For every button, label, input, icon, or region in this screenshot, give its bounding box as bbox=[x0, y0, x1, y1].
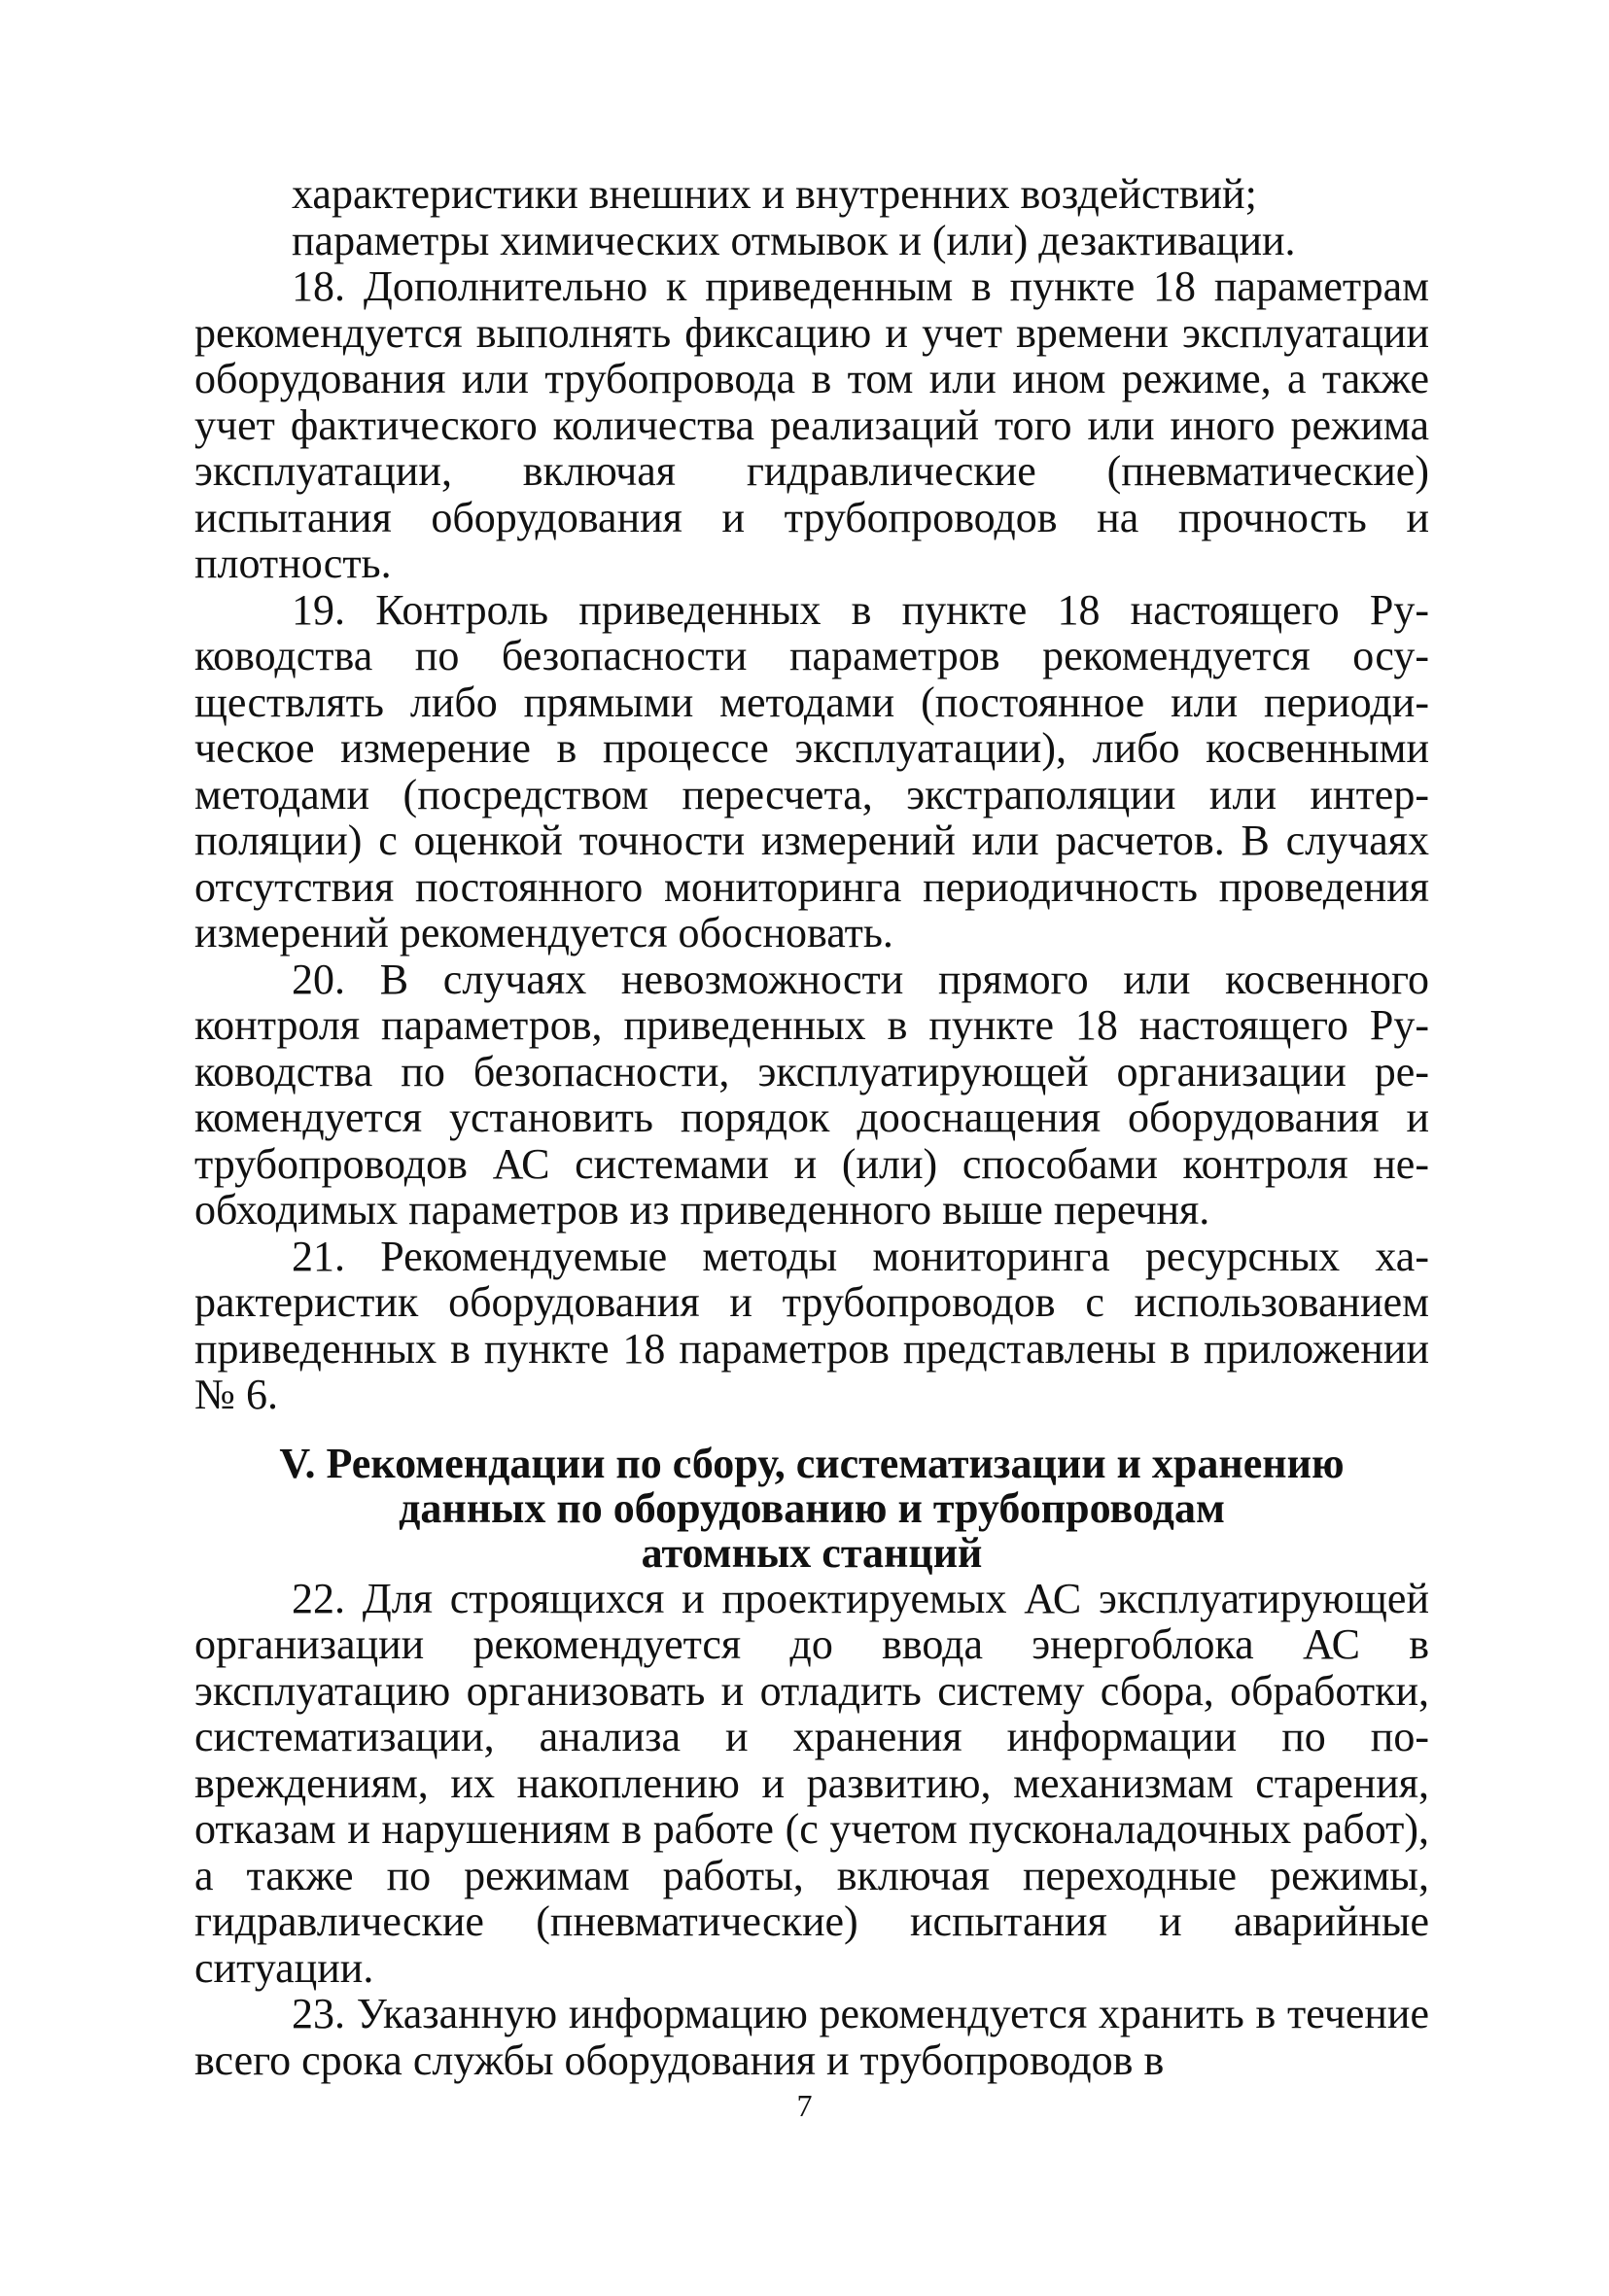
section-heading-line-2: данных по оборудованию и трубопроводам bbox=[399, 1483, 1225, 1532]
paragraph-23: 23. Указанную информацию рекомендуется хранить в течение всего срока службы оборудования и трубопроводов в bbox=[194, 1990, 1429, 2084]
paragraph-18: 18. Дополнительно к приведенным в пункте 18 параметрам рекомендуется выполнять фиксацию и учет времени эксплуатации оборудования или трубопровода в том или ином режиме, а также учет фактического количества реализаций того или иного режима эксплуатации, включая гидравлические (пневматические) испытания оборудования и трубопроводов на прочность и плотность. bbox=[194, 262, 1429, 587]
section-heading-line-3: атомных станций bbox=[641, 1528, 983, 1577]
section-heading-line-1: V. Рекомендации по сбору, систематизации и хранению bbox=[279, 1439, 1345, 1487]
paragraph-continuation-1: характеристики внешних и внутренних воздействий; bbox=[292, 170, 1257, 218]
paragraph-19: 19. Контроль приведенных в пункте 18 настоящего Руководства по безопасности параметров рекомендуется осуществлять либо прямыми методами (постоянное или периодическое измерение в процессе эксплуатации), либо косвенными методами (посредством пересчета, экстраполяции или интерполяции) с оценкой точности измерений или расчетов. В случаях отсутствия постоянного мониторинга периодичность проведения измерений рекомендуется обосновать. bbox=[194, 585, 1429, 957]
paragraph-21: 21. Рекомендуемые методы мониторинга ресурсных характеристик оборудования и трубопроводов с использованием приведенных в пункте 18 параметров представлены в приложении № 6. bbox=[194, 1232, 1429, 1418]
paragraph-20: 20. В случаях невозможности прямого или косвенного контроля параметров, приведенных в пункте 18 настоящего Руководства по безопасности, эксплуатирующей организации рекомендуется установить порядок дооснащения оборудования и трубопроводов АС системами и (или) способами контроля необходимых параметров из приведенного выше перечня. bbox=[194, 955, 1429, 1234]
paragraph-22: 22. Для строящихся и проектируемых АС эксплуатирующей организации рекомендуется до ввода энергоблока АС в эксплуатацию организовать и отладить систему сбора, обработки, систематизации, анализа и хранения информации по повреждениям, их накоплению и развитию, механизмам старения, отказам и нарушениям в работе (с учетом пусконаладочных работ), а также по режимам работы, включая переходные режимы, гидравлические (пневматические) испытания и аварийные ситуации. bbox=[194, 1574, 1429, 1992]
section-heading bbox=[194, 1422, 1429, 1576]
page-body bbox=[194, 171, 1429, 2083]
page-number: 7 bbox=[796, 2088, 813, 2123]
paragraph-continuation-2: параметры химических отмывок и (или) дезактивации. bbox=[292, 216, 1296, 264]
